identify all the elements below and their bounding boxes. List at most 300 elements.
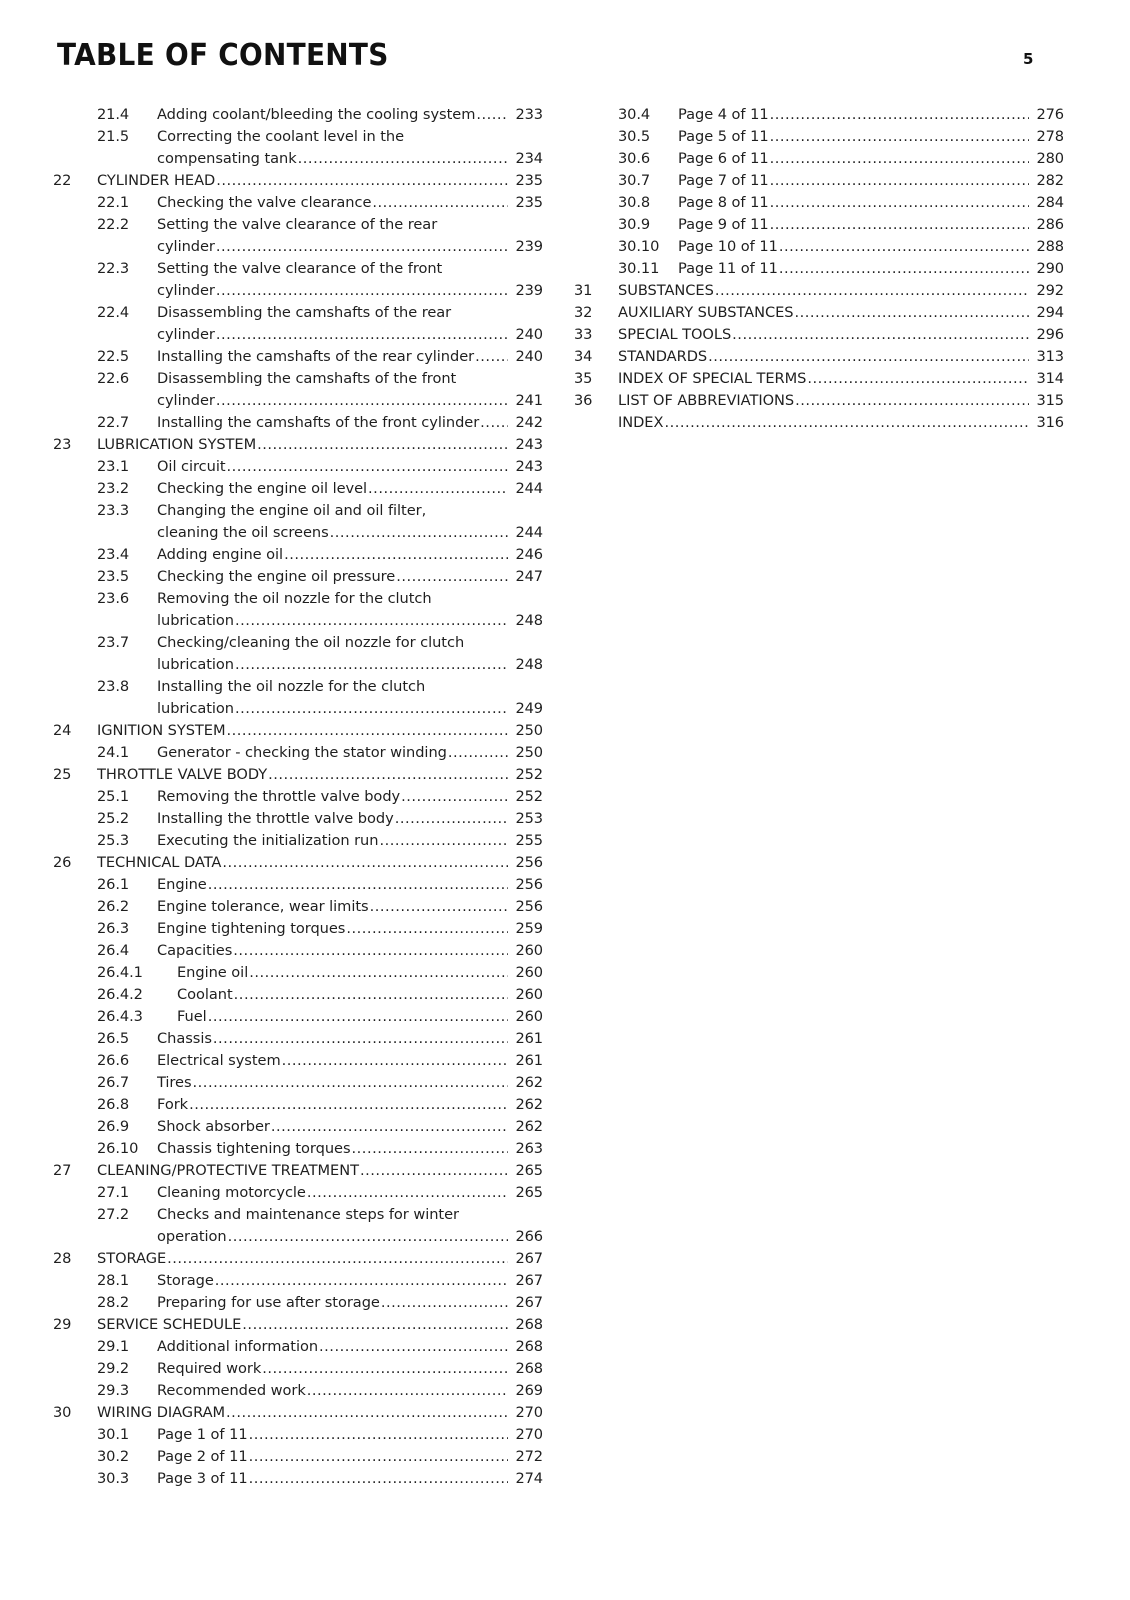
toc-entry-number: 26 [53,854,72,871]
toc-entry-number: 26.9 [97,1118,130,1135]
toc-entry-page: 249 [515,700,543,717]
toc-dot-leader [226,1402,508,1424]
toc-entry[interactable] [53,1248,543,1270]
toc-entry[interactable] [53,456,543,478]
toc-entry[interactable] [53,742,543,764]
toc-entry-label: Page 10 of 11 [678,238,778,255]
toc-dot-leader [262,1358,508,1380]
toc-entry-number: 23.6 [97,590,130,607]
toc-dot-leader [370,896,508,918]
toc-dot-leader [227,720,508,742]
toc-entry-page: 241 [515,392,543,409]
toc-entry-page: 269 [515,1382,543,1399]
toc-entry[interactable] [53,962,543,984]
toc-entry-body [157,896,543,918]
toc-entry-label: Coolant [177,986,233,1003]
toc-entry[interactable] [53,1182,543,1204]
toc-entry-page: 260 [515,1008,543,1025]
toc-entry-page: 266 [515,1228,543,1245]
toc-entry-label: Tires [157,1074,192,1091]
toc-entry[interactable] [53,1292,543,1314]
toc-dot-leader [235,698,508,720]
toc-entry-number: 22.1 [97,194,130,211]
toc-entry-page: 262 [515,1074,543,1091]
toc-entry-label: cylinder [157,392,215,409]
toc-dot-leader [352,1138,508,1160]
toc-dot-leader [208,874,508,896]
toc-entry-label: cleaning the oil screens [157,524,329,541]
toc-entry[interactable] [53,786,543,808]
toc-entry-page: 259 [515,920,543,937]
toc-entry-number: 23.7 [97,634,130,651]
toc-entry-label: SPECIAL TOOLS [618,326,732,343]
toc-entry-page: 282 [1036,172,1064,189]
toc-entry[interactable] [53,544,543,566]
toc-entry-number: 23.4 [97,546,130,563]
toc-entry-page: 260 [515,964,543,981]
toc-entry-page: 313 [1036,348,1064,365]
toc-entry-number: 23.5 [97,568,130,585]
toc-entry-page: 290 [1036,260,1064,277]
toc-entry-body [157,1270,543,1292]
toc-entry-number: 30.2 [97,1448,130,1465]
toc-entry-page: 267 [515,1250,543,1267]
toc-entry[interactable] [53,808,543,830]
toc-entry[interactable] [53,632,543,654]
toc-entry[interactable] [574,412,1064,434]
toc-entry-body [157,742,543,764]
toc-entry-number: 28.1 [97,1272,130,1289]
toc-entry-number: 22.6 [97,370,130,387]
toc-entry-page: 265 [515,1162,543,1179]
toc-entry[interactable] [53,1226,543,1248]
toc-entry[interactable] [53,1006,543,1028]
toc-dot-leader [770,170,1029,192]
toc-entry[interactable] [574,346,1064,368]
toc-entry-number: 30.5 [618,128,651,145]
toc-entry[interactable] [53,412,543,434]
toc-entry[interactable] [53,170,543,192]
toc-entry-page: 270 [515,1404,543,1421]
toc-entry-number: 23.2 [97,480,130,497]
toc-entry-number: 30 [53,1404,72,1421]
toc-entry[interactable] [574,390,1064,412]
toc-dot-leader [228,1226,508,1248]
toc-dot-leader [216,170,508,192]
toc-entry[interactable] [53,126,543,148]
toc-entry-body [157,126,543,148]
toc-entry-page: 288 [1036,238,1064,255]
toc-entry-page: 244 [515,524,543,541]
toc-entry-body [157,1336,543,1358]
toc-entry-body [157,830,543,852]
toc-entry[interactable] [574,258,1064,280]
toc-dot-leader [216,324,508,346]
toc-dot-leader [795,390,1029,412]
toc-entry-number: 22.3 [97,260,130,277]
toc-entry-number: 28 [53,1250,72,1267]
toc-entry[interactable] [53,720,543,742]
toc-dot-leader [475,346,508,368]
toc-entry-number: 30.1 [97,1426,130,1443]
toc-entry[interactable] [574,192,1064,214]
toc-entry-number: 34 [574,348,593,365]
toc-entry-page: 235 [515,172,543,189]
toc-entry[interactable] [574,126,1064,148]
toc-entry[interactable] [53,1468,543,1490]
toc-entry-page: 243 [515,458,543,475]
toc-entry[interactable] [53,1072,543,1094]
toc-entry-label: STORAGE [97,1250,167,1267]
toc-entry-body [157,104,543,126]
toc-entry-number: 26.8 [97,1096,130,1113]
toc-entry[interactable] [53,192,543,214]
toc-entry-body [97,852,543,874]
toc-entry-label: Generator - checking the stator winding [157,744,447,761]
toc-entry[interactable] [53,918,543,940]
toc-dot-leader [227,456,509,478]
toc-entry-page: 250 [515,722,543,739]
toc-entry[interactable] [53,1116,543,1138]
toc-entry[interactable] [53,478,543,500]
toc-entry-label: Engine tightening torques [157,920,346,937]
toc-entry[interactable] [53,1138,543,1160]
toc-entry-label: Engine [157,876,207,893]
toc-entry-label: Installing the camshafts of the front cylinder [157,414,480,431]
toc-entry-body [157,522,543,544]
toc-dot-leader [307,1182,508,1204]
toc-entry-number: 30.11 [618,260,660,277]
toc-entry-number: 25.2 [97,810,130,827]
toc-entry-number: 29.3 [97,1382,130,1399]
toc-entry[interactable] [53,104,543,126]
toc-entry-body [157,214,543,236]
toc-entry-page: 268 [515,1360,543,1377]
toc-entry[interactable] [53,698,543,720]
toc-entry-label: Chassis tightening torques [157,1140,351,1157]
toc-entry-page: 272 [515,1448,543,1465]
toc-dot-leader [213,1028,508,1050]
toc-entry-body [157,874,543,896]
toc-entry-page: 265 [515,1184,543,1201]
toc-entry-number: 33 [574,326,593,343]
toc-entry[interactable] [574,148,1064,170]
toc-entry-label: SERVICE SCHEDULE [97,1316,242,1333]
toc-entry[interactable] [53,764,543,786]
toc-entry-body [157,566,543,588]
toc-entry-number: 29.2 [97,1360,130,1377]
toc-entry-number: 21.5 [97,128,130,145]
toc-dot-leader [189,1094,508,1116]
toc-dot-leader [249,1468,508,1490]
toc-entry-page: 261 [515,1030,543,1047]
toc-entry-label: Page 5 of 11 [678,128,769,145]
toc-entry-page: 316 [1036,414,1064,431]
toc-entry-label: Setting the valve clearance of the rear [157,216,438,233]
toc-entry-label: Removing the throttle valve body [157,788,401,805]
toc-entry-body [157,280,543,302]
toc-entry-number: 26.4.3 [97,1008,143,1025]
toc-entry[interactable] [53,214,543,236]
toc-dot-leader [271,1116,508,1138]
toc-dot-leader [167,1248,508,1270]
toc-entry-label: CLEANING/PROTECTIVE TREATMENT [97,1162,359,1179]
toc-entry-body [157,1292,543,1314]
toc-entry[interactable] [53,346,543,368]
toc-entry-label: cylinder [157,238,215,255]
toc-entry-number: 27.1 [97,1184,130,1201]
toc-entry-label: lubrication [157,612,234,629]
toc-entry-page: 240 [515,326,543,343]
toc-entry-number: 22.4 [97,304,130,321]
toc-entry-number: 22.2 [97,216,130,233]
toc-entry[interactable] [53,1358,543,1380]
toc-entry-body [618,412,1064,434]
toc-entry-page: 262 [515,1096,543,1113]
toc-entry[interactable] [53,522,543,544]
toc-entry-body [157,610,543,632]
toc-entry-label: SUBSTANCES [618,282,714,299]
toc-entry-body [157,786,543,808]
toc-entry[interactable] [53,896,543,918]
toc-entry-body [157,412,543,434]
toc-entry-body [157,456,543,478]
toc-entry[interactable] [574,368,1064,390]
toc-entry-body [97,720,543,742]
toc-entry-number: 30.6 [618,150,651,167]
toc-entry-body [157,258,543,280]
toc-entry-page: 262 [515,1118,543,1135]
toc-entry[interactable] [53,390,543,412]
toc-entry-label: LIST OF ABBREVIATIONS [618,392,795,409]
toc-entry-number: 23.3 [97,502,130,519]
toc-entry-body [97,764,543,786]
toc-entry-page: 239 [515,282,543,299]
toc-entry-label: LUBRICATION SYSTEM [97,436,257,453]
toc-entry[interactable] [53,1314,543,1336]
toc-entry-body [618,280,1064,302]
toc-entry-page: 270 [515,1426,543,1443]
toc-entry-body [157,1380,543,1402]
toc-entry[interactable] [53,654,543,676]
toc-entry[interactable] [53,874,543,896]
toc-entry-page: 255 [515,832,543,849]
toc-entry-page: 280 [1036,150,1064,167]
toc-entry-body [157,302,543,324]
toc-entry-body [157,544,543,566]
toc-entry-body [678,192,1064,214]
toc-entry[interactable] [574,104,1064,126]
toc-entry-label: THROTTLE VALVE BODY [97,766,268,783]
toc-entry-body [157,1358,543,1380]
toc-dot-leader [379,830,508,852]
toc-entry[interactable] [53,852,543,874]
toc-entry[interactable] [53,1336,543,1358]
toc-entry[interactable] [574,302,1064,324]
toc-entry-label: Checking/cleaning the oil nozzle for clutch [157,634,465,651]
toc-entry-body [157,698,543,720]
toc-dot-leader [480,412,508,434]
toc-entry-body [157,676,543,698]
toc-dot-leader [401,786,508,808]
toc-entry-page: 260 [515,986,543,1003]
toc-entry-label: INDEX OF SPECIAL TERMS [618,370,807,387]
toc-entry-page: 246 [515,546,543,563]
toc-dot-leader [234,984,508,1006]
toc-entry[interactable] [574,214,1064,236]
toc-dot-leader [732,324,1029,346]
toc-entry[interactable] [53,1094,543,1116]
toc-entry-number: 25 [53,766,72,783]
toc-entry-label: Page 6 of 11 [678,150,769,167]
toc-dot-leader [216,236,508,258]
toc-dot-leader [779,236,1029,258]
toc-entry[interactable] [53,676,543,698]
toc-entry[interactable] [574,170,1064,192]
toc-dot-leader [235,610,508,632]
toc-entry-label: compensating tank [157,150,297,167]
toc-entry-number: 23.1 [97,458,130,475]
toc-entry-number: 24 [53,722,72,739]
toc-entry-page: 292 [1036,282,1064,299]
toc-dot-leader [233,940,508,962]
toc-entry-label: Page 2 of 11 [157,1448,248,1465]
toc-dot-leader [448,742,508,764]
toc-entry-label: Required work [157,1360,262,1377]
toc-entry[interactable] [574,236,1064,258]
toc-dot-leader [319,1336,508,1358]
toc-entry-page: 235 [515,194,543,211]
toc-entry-label: WIRING DIAGRAM [97,1404,226,1421]
toc-entry-page: 252 [515,766,543,783]
toc-entry-label: Checking the engine oil pressure [157,568,396,585]
toc-entry-page: 239 [515,238,543,255]
toc-entry[interactable] [53,148,543,170]
toc-dot-leader [282,1050,508,1072]
toc-entry[interactable] [574,280,1064,302]
toc-entry-number: 30.4 [618,106,651,123]
toc-entry-body [618,302,1064,324]
toc-entry-label: Checks and maintenance steps for winter [157,1206,459,1223]
toc-entry-body [157,324,543,346]
toc-entry-label: STANDARDS [618,348,708,365]
toc-dot-leader [222,852,508,874]
toc-entry-page: 243 [515,436,543,453]
toc-entry[interactable] [53,1204,543,1226]
toc-entry-label: operation [157,1228,227,1245]
toc-entry-number: 29 [53,1316,72,1333]
toc-entry[interactable] [53,1160,543,1182]
toc-entry[interactable] [53,1028,543,1050]
toc-entry-label: AUXILIARY SUBSTANCES [618,304,794,321]
toc-entry[interactable] [53,566,543,588]
toc-dot-leader [396,566,508,588]
toc-entry-page: 256 [515,854,543,871]
toc-entry-label: Storage [157,1272,214,1289]
toc-dot-leader [216,280,508,302]
toc-entry[interactable] [53,1050,543,1072]
toc-dot-leader [330,522,508,544]
toc-entry[interactable] [53,610,543,632]
toc-entry[interactable] [53,324,543,346]
toc-entry-label: IGNITION SYSTEM [97,722,226,739]
toc-entry-body [157,1116,543,1138]
toc-entry-body [618,390,1064,412]
toc-entry[interactable] [53,1446,543,1468]
toc-entry[interactable] [53,280,543,302]
toc-entry[interactable] [53,1424,543,1446]
toc-entry[interactable] [53,1380,543,1402]
toc-dot-leader [216,390,508,412]
toc-entry-label: INDEX [618,414,664,431]
toc-entry-page: 286 [1036,216,1064,233]
toc-entry[interactable] [53,500,543,522]
toc-entry[interactable] [53,434,543,456]
toc-entry-body [157,390,543,412]
toc-entry-body [678,170,1064,192]
toc-entry[interactable] [53,302,543,324]
toc-entry[interactable] [53,830,543,852]
toc-entry[interactable] [53,1270,543,1292]
toc-entry-label: Additional information [157,1338,319,1355]
toc-entry-body [97,1248,543,1270]
toc-entry-number: 26.4.1 [97,964,143,981]
toc-entry-page: 276 [1036,106,1064,123]
toc-dot-leader [779,258,1029,280]
toc-entry-page: 284 [1036,194,1064,211]
toc-entry-number: 26.4 [97,942,130,959]
toc-entry-body [97,170,543,192]
toc-entry-body [157,192,543,214]
toc-entry-body [97,1314,543,1336]
toc-entry-page: 250 [515,744,543,761]
toc-entry[interactable] [53,1402,543,1424]
toc-entry-body [97,1160,543,1182]
toc-entry-body [618,324,1064,346]
toc-entry-label: Adding coolant/bleeding the cooling system [157,106,476,123]
toc-entry-body [157,1468,543,1490]
toc-entry-page: 248 [515,612,543,629]
toc-entry-label: lubrication [157,700,234,717]
toc-entry[interactable] [53,258,543,280]
toc-entry-body [157,478,543,500]
page-header [0,0,1130,96]
toc-entry[interactable] [53,236,543,258]
toc-entry-label: Engine oil [177,964,249,981]
toc-entry[interactable] [53,588,543,610]
toc-entry[interactable] [53,368,543,390]
toc-dot-leader [257,434,508,456]
toc-dot-leader [284,544,508,566]
toc-entry-body [177,1006,543,1028]
toc-entry-number: 29.1 [97,1338,130,1355]
toc-entry-label: Capacities [157,942,233,959]
toc-entry[interactable] [53,984,543,1006]
toc-entry[interactable] [53,940,543,962]
toc-column-left [53,104,543,1490]
toc-entry-number: 26.5 [97,1030,130,1047]
toc-entry[interactable] [574,324,1064,346]
toc-entry-page: 240 [515,348,543,365]
toc-entry-page: 256 [515,898,543,915]
page-number: 5 [1023,50,1034,68]
toc-entry-label: Adding engine oil [157,546,284,563]
toc-entry-number: 22.5 [97,348,130,365]
toc-entry-page: 267 [515,1294,543,1311]
toc-entry-body [157,1094,543,1116]
toc-entry-number: 26.10 [97,1140,139,1157]
toc-entry-page: 233 [515,106,543,123]
